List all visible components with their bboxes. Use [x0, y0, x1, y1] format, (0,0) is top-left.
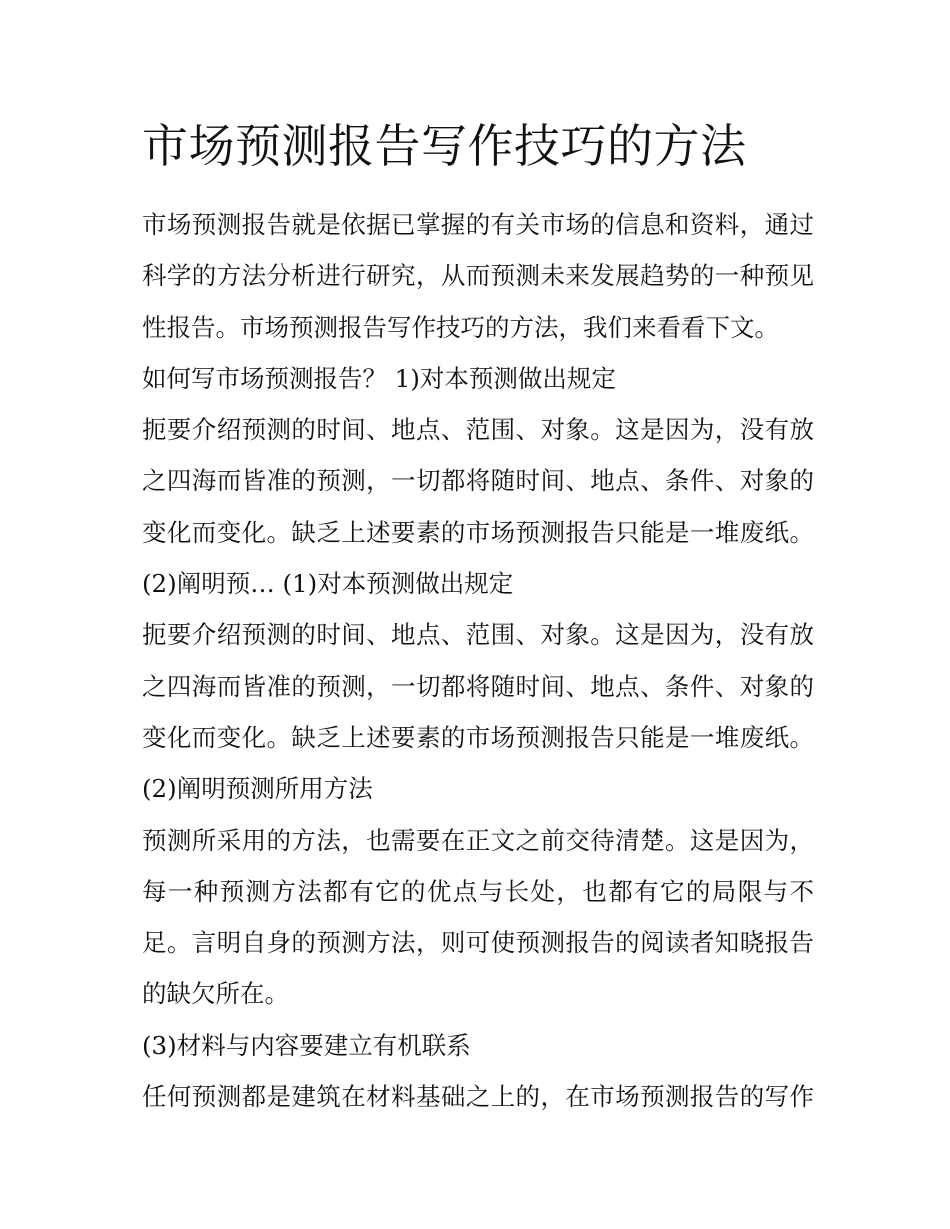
- body-line: 之四海而皆准的预测，一切都将随时间、地点、条件、对象的: [142, 671, 814, 701]
- section-heading-line: (2)阐明预测所用方法: [142, 774, 373, 804]
- section-heading-line: (2)阐明预… (1)对本预测做出规定: [142, 569, 514, 599]
- body-line: 扼要介绍预测的时间、地点、范围、对象。这是因为，没有放: [142, 415, 814, 445]
- document-title: 市场预测报告写作技巧的方法: [142, 119, 747, 173]
- body-line: 足。言明自身的预测方法，则可使预测报告的阅读者知晓报告: [142, 928, 814, 958]
- body-line: 市场预测报告就是依据已掌握的有关市场的信息和资料，通过: [142, 210, 814, 239]
- body-line: 任何预测都是建筑在材料基础之上的，在市场预测报告的写作: [142, 1082, 814, 1112]
- body-line: 变化而变化。缺乏上述要素的市场预测报告只能是一堆废纸。: [142, 722, 814, 752]
- section-heading-line: (3)材料与内容要建立有机联系: [142, 1030, 471, 1060]
- body-line: 变化而变化。缺乏上述要素的市场预测报告只能是一堆废纸。: [142, 517, 814, 547]
- body-line: 之四海而皆准的预测，一切都将随时间、地点、条件、对象的: [142, 466, 814, 496]
- document-body: [142, 199, 814, 1122]
- body-line: 的缺欠所在。: [142, 979, 289, 1009]
- body-line: 预测所采用的方法，也需要在正文之前交待清楚。这是因为，: [142, 825, 814, 855]
- body-line: 性报告。市场预测报告写作技巧的方法，我们来看看下文。: [142, 312, 779, 342]
- section-heading-line: 如何写市场预测报告？ 1)对本预测做出规定: [142, 363, 616, 393]
- body-line: 每一种预测方法都有它的优点与长处，也都有它的局限与不: [142, 876, 814, 906]
- body-line: 扼要介绍预测的时间、地点、范围、对象。这是因为，没有放: [142, 620, 814, 650]
- body-line: 科学的方法分析进行研究，从而预测未来发展趋势的一种预见: [142, 261, 814, 291]
